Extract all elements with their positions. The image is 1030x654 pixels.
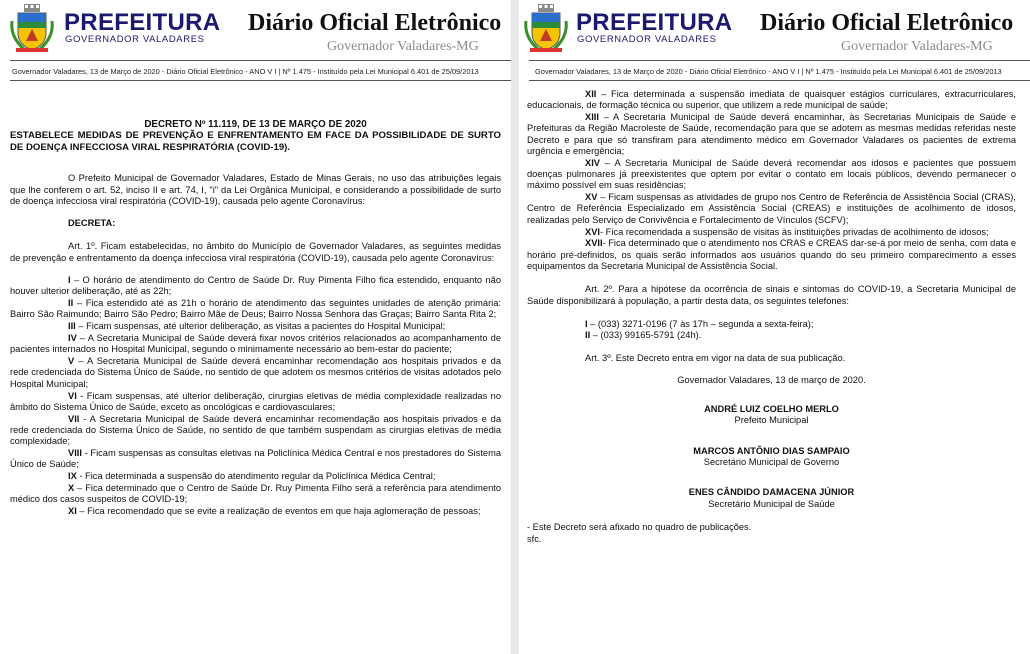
- signatory-role: Prefeito Municipal: [734, 415, 809, 426]
- item-text: - Fica determinada a suspensão do atendimento regular da Policlínica Médica Central;: [76, 471, 436, 482]
- brand-title: PREFEITURA: [64, 9, 221, 36]
- item-number: VIII: [68, 448, 82, 459]
- item-number: IX: [68, 471, 77, 482]
- item-number: X: [68, 482, 75, 493]
- signatory-role: Secretário Municipal de Governo: [703, 456, 840, 467]
- article-2: Art. 2º. Para a hipótese da ocorrência de sinais e sintomas do COVID-19, a Secretaria Municipal de Saúde disponibilizará à população, a partir desta data, os seguintes telefones:: [527, 284, 1016, 306]
- item-paragraph: [527, 192, 1016, 226]
- signatory-name: ENES CÂNDIDO DAMACENA JÚNIOR: [688, 487, 855, 498]
- phone-list: [527, 319, 1016, 342]
- item-paragraph: [10, 356, 501, 390]
- item-paragraph: [527, 158, 1016, 192]
- item-paragraph: [527, 319, 1016, 330]
- page-left: [0, 0, 511, 654]
- place-date: Governador Valadares, 13 de março de 2020.: [677, 374, 866, 385]
- item-number: XVI: [585, 226, 600, 237]
- item-paragraph: [527, 227, 1016, 238]
- item-text: – A Secretaria Municipal de Saúde deverá recomendar aos idosos e pacientes que possuem doenças pulmonares já preexistentes que optem por evitar o contato em locais públicos, devendo permanecer o máximo possível em suas residências;: [527, 157, 1016, 191]
- item-text: – (033) 99165-5791 (24h).: [590, 330, 702, 341]
- footer-note: - Este Decreto será afixado no quadro de publicações.: [527, 521, 752, 532]
- item-number: XV: [585, 192, 598, 203]
- item-number: XIV: [585, 157, 600, 168]
- header-divider: [10, 80, 511, 81]
- item-paragraph: [10, 333, 501, 356]
- page-body: [527, 89, 1016, 545]
- journal-city: Governador Valadares-MG: [841, 39, 993, 54]
- item-number: VII: [68, 413, 80, 424]
- preamble: O Prefeito Municipal de Governador Valadares, Estado de Minas Gerais, no uso das atribuições legais que lhe conferem o art. 52, inciso II e art. 74, I, "i" da Lei Orgânica Municipal, e considerando a possibilidade de surto de doença infecciosa viral respiratória (COVID-19), causada pelo agente Coronavírus:: [10, 173, 501, 206]
- item-number: III: [68, 321, 76, 332]
- header-info-line: Governador Valadares, 13 de Março de 2020 - Diário Oficial Eletrônico - ANO V I | Nº 1.475 - Instituído pela Lei Municipal 6.401 de 25/09/2013: [535, 67, 1002, 76]
- item-paragraph: [527, 89, 1016, 112]
- signatory-name: MARCOS ANTÔNIO DIAS SAMPAIO: [693, 445, 850, 456]
- item-paragraph: [10, 275, 501, 298]
- item-number: I: [585, 318, 588, 329]
- page-header: [0, 0, 511, 76]
- item-number: XIII: [585, 112, 599, 123]
- item-paragraph: [527, 330, 1016, 341]
- signatory-name: ANDRÉ LUIZ COELHO MERLO: [704, 404, 839, 415]
- item-paragraph: [10, 448, 501, 471]
- item-text: – A Secretaria Municipal de Saúde deverá encaminhar, às Secretarias Municipais de Saúde e Prefeituras da Região Macroleste de Saúde, recomendação para que se adotem as mesmas medidas referidas neste Decreto e para que só transfiram para atendimento médico em Governador Valadares os pacientes de extrema urgência e emergência;: [527, 112, 1016, 156]
- item-paragraph: [10, 506, 501, 517]
- item-number: XI: [68, 506, 77, 517]
- signatory-role: Secretário Municipal de Saúde: [708, 498, 835, 509]
- item-text: – A Secretaria Municipal de Saúde deverá encaminhar recomendação aos hospitais privados e da rede credenciada do Sistema Único de Saúde, no sentido de que adotem os mesmos critérios de visitas adotados pelo Hospital Municipal;: [10, 356, 501, 389]
- item-paragraph: [10, 414, 501, 448]
- item-text: – Ficam suspensas, até ulterior deliberação, as visitas a pacientes do Hospital Municipal;: [75, 321, 446, 332]
- item-number: V: [68, 356, 75, 367]
- header-divider: [529, 60, 1030, 61]
- item-number: II: [68, 298, 74, 309]
- signature: [527, 446, 1016, 469]
- header-divider: [10, 60, 511, 61]
- item-number: I: [68, 275, 71, 286]
- item-number: IV: [68, 333, 77, 344]
- item-paragraph: [10, 321, 501, 332]
- article-3: Art. 3º. Este Decreto entra em vigor na data de sua publicação.: [585, 353, 846, 364]
- item-text: - Fica determinado que o atendimento nos CRAS e CREAS dar-se-á por meio de senha, com data e horário pré-definidos, os quais serão informados aos usuários quando do seu primeiro comparecimento a esses equipamentos da Secretaria Municipal de Assistência Social.: [527, 238, 1016, 271]
- item-paragraph: [527, 112, 1016, 157]
- journal-city: Governador Valadares-MG: [327, 39, 479, 54]
- item-number: XVII: [585, 238, 603, 249]
- item-text: – Ficam suspensas as atividades de grupo nos Centro de Referência de Assistência Social (CRAS), Centro de Referência Especializado em Assistência Social (CREAS) e instituições de acolhimento de idosos, realizadas pelo Serviço de Convivência e Fortalecimento de Vínculos (SCFV);: [527, 192, 1016, 225]
- item-paragraph: [10, 298, 501, 321]
- item-text: - Fica recomendada a suspensão de visitas às instituições privadas de acolhimento de idosos;: [600, 226, 989, 237]
- page-header: [519, 0, 1030, 76]
- item-text: – A Secretaria Municipal de Saúde deverá fixar novos critérios relacionados ao acompanhamento de pacientes internados no Hospital Municipal, segundo o minimamente necessário ao bem-estar do paciente;: [10, 333, 501, 355]
- item-number: XII: [585, 89, 597, 99]
- item-paragraph: [10, 483, 501, 506]
- item-paragraph: [527, 238, 1016, 272]
- item-text: - Ficam suspensas as consultas eletivas na Policlínica Médica Central e nos prestadores do Sistema Único de Saúde;: [10, 448, 501, 470]
- journal-title: Diário Oficial Eletrônico: [760, 10, 1014, 36]
- item-list: [10, 275, 501, 517]
- article-1: Art. 1º. Ficam estabelecidas, no âmbito do Município de Governador Valadares, as seguintes medidas de prevenção e enfrentamento da doença infecciosa viral respiratória (COVID-19), causada pelo agente Coronavírus:: [10, 241, 501, 263]
- decree-title: DECRETO Nº 11.119, DE 13 DE MARÇO DE 2020: [144, 119, 367, 130]
- page-gutter: [511, 0, 519, 654]
- signature: [527, 404, 1016, 427]
- item-text: – Fica estendido até as 21h o horário de atendimento das seguintes unidades de atenção primária: Bairro São Raimundo; Bairro São Pedro; Bairro Mãe de Deus; Bairro Nossa Senhora das Graças; Bairro Santa Rita 2;: [10, 298, 501, 320]
- page-right: [519, 0, 1030, 654]
- decree-ementa: ESTABELECE MEDIDAS DE PREVENÇÃO E ENFRENTAMENTO EM FACE DA POSSIBILIDADE DE SURTO DE DOENÇA INFECCIOSA VIRAL RESPIRATÓRIA (COVID-19).: [10, 130, 501, 153]
- item-text: - Ficam suspensas, até ulterior deliberação, cirurgias eletivas de média complexidade realizadas no âmbito do Sistema Único de Saúde, exceto as oncológicas e cardiovasculares;: [10, 390, 501, 412]
- item-text: – Fica determinado que o Centro de Saúde Dr. Ruy Pimenta Filho será a referência para atendimento médico dos casos suspeitos de COVID-19;: [10, 482, 501, 505]
- item-text: – O horário de atendimento do Centro de Saúde Dr. Ruy Pimenta Filho fica estendido, enquanto não houver ulterior deliberação, até as 22h;: [10, 275, 501, 297]
- item-text: - A Secretaria Municipal de Saúde deverá encaminhar recomendação aos hospitais privados e da rede credenciada do Sistema Único de Saúde, no sentido de que também suspendam as cirurgias eletivas de média complexidade;: [10, 413, 501, 447]
- item-text: – Fica determinada a suspensão imediata de quaisquer estágios curriculares, extracurriculares, educacionais, de formação técnica ou superior, que utilizem a rede municipal de saúde;: [527, 89, 1016, 111]
- page-body: [10, 88, 501, 518]
- footer-sfc: sfc.: [527, 534, 542, 545]
- signature: [527, 487, 1016, 510]
- decreta-heading: DECRETA:: [68, 218, 116, 229]
- item-paragraph: [10, 391, 501, 414]
- city-crest-icon: [524, 3, 568, 53]
- city-crest-icon: [10, 3, 54, 53]
- item-list: [527, 89, 1016, 272]
- item-number: II: [585, 330, 591, 341]
- brand-subtitle: GOVERNADOR VALADARES: [577, 34, 717, 45]
- header-info-line: Governador Valadares, 13 de Março de 2020 - Diário Oficial Eletrônico - ANO V I | Nº 1.475 - Instituído pela Lei Municipal 6.401 de 25/09/2013: [12, 67, 479, 76]
- brand-title: PREFEITURA: [576, 9, 733, 36]
- item-number: VI: [68, 390, 77, 401]
- item-text: – (033) 3271-0196 (7 às 17h – segunda a sexta-feira);: [587, 318, 814, 329]
- signature-block: [527, 404, 1016, 510]
- brand-subtitle: GOVERNADOR VALADARES: [65, 34, 205, 45]
- journal-title: Diário Oficial Eletrônico: [248, 10, 502, 36]
- item-text: – Fica recomendado que se evite a realização de eventos em que haja aglomeração de pessoas;: [76, 506, 481, 517]
- header-divider: [529, 80, 1030, 81]
- item-paragraph: [10, 471, 501, 482]
